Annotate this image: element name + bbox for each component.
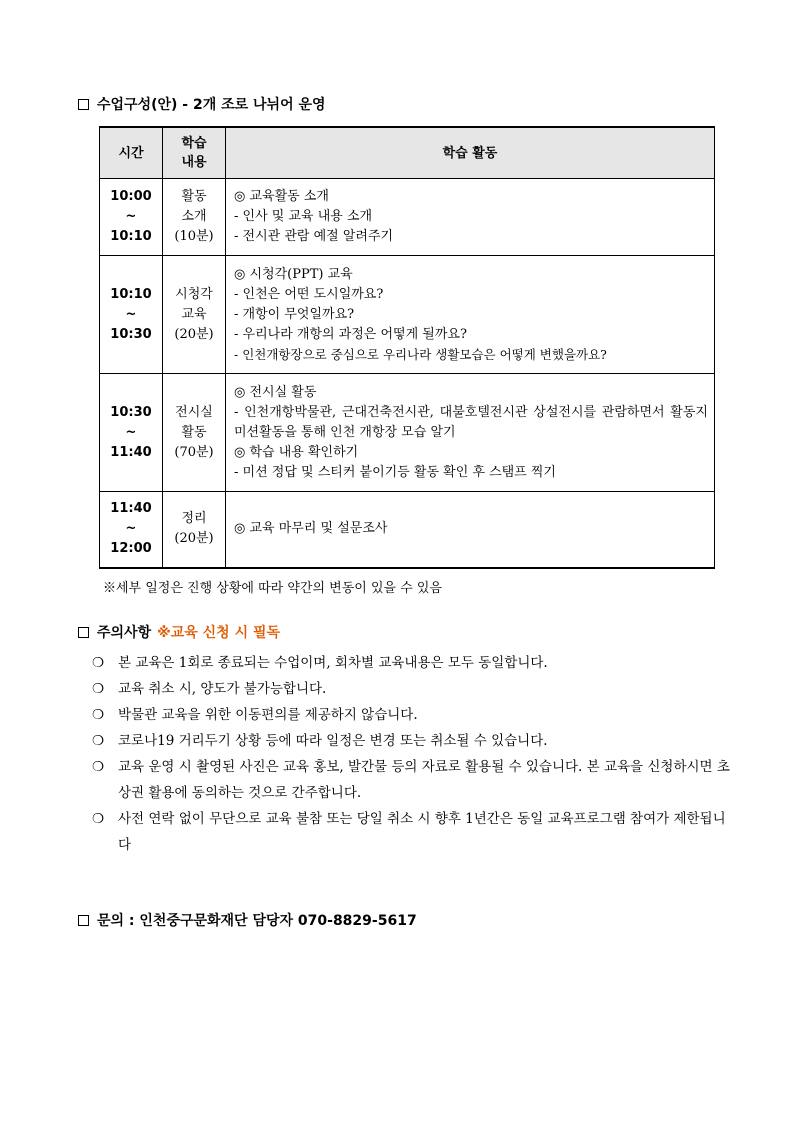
header-content: 학습 내용 [163,127,226,179]
section-heading-contact [78,910,417,930]
circle-bullet-icon: ❍ [92,759,105,775]
activity-cell [226,492,715,568]
checkbox-square-icon [78,99,89,110]
list-item-text: 사전 연락 없이 무단으로 교육 불참 또는 당일 취소 시 향후 1년간은 동일 교육프로그램 참여가 제한됩니다 [118,811,726,853]
notice-list [92,650,732,858]
time-tilde: ~ [125,424,137,440]
table-header-row [100,127,715,179]
content-line: 활동 [181,189,207,204]
checkbox-square-icon [78,627,89,638]
content-line: 전시실 [175,404,213,420]
circle-bullet-icon: ❍ [92,733,105,749]
list-item [92,676,732,702]
schedule-table [99,126,715,569]
content-line: 교육 [181,306,207,322]
list-item-text: 교육 운영 시 촬영된 사진은 교육 홍보, 발간물 등의 자료로 활용될 수 있습니다. 본 교육을 신청하시면 초상권 활용에 동의하는 것으로 간주합니다. [118,759,730,801]
time-end: 10:10 [110,229,152,244]
time-end: 11:40 [110,444,152,460]
time-cell [100,374,163,492]
list-item [92,728,732,754]
section-title: 주의사항 [97,625,152,641]
list-item-text: 코로나19 거리두기 상황 등에 따라 일정은 변경 또는 취소될 수 있습니다. [118,733,548,749]
table-row [100,256,715,374]
section-heading-schedule [78,94,326,114]
checkbox-square-icon [78,915,89,926]
section-heading-notice [78,622,280,642]
content-cell [163,374,226,492]
content-cell [163,256,226,374]
time-end: 12:00 [110,541,152,557]
content-line: (20분) [174,531,214,547]
time-end: 10:30 [110,326,152,342]
activity-line: ◎ 시청각(PPT) 교육 [234,266,353,282]
circle-bullet-icon: ❍ [92,811,105,827]
activity-line: ◎ 전시실 활동 [234,384,317,400]
activity-cell [226,256,715,374]
time-start: 10:00 [110,189,152,204]
table-row [100,492,715,568]
content-line: (70분) [174,444,214,460]
schedule-note: ※세부 일정은 진행 상황에 따라 약간의 변동이 있을 수 있음 [103,581,443,596]
activity-line: - 인천개항장으로 중심으로 우리나라 생활모습은 어떻게 변했을까요? [234,346,607,362]
activity-line: - 전시관 관람 예절 알려주기 [234,229,394,244]
content-line: 정리 [181,511,207,527]
table-row [100,179,715,256]
contact-info: 문의 : 인천중구문화재단 담당자 070-8829-5617 [97,913,417,929]
list-item-text: 박물관 교육을 위한 이동편의를 제공하지 않습니다. [118,707,418,723]
time-tilde: ~ [125,209,137,224]
content-line: 소개 [181,209,207,224]
time-start: 10:10 [110,286,152,302]
content-line: 활동 [181,424,207,440]
list-item [92,702,732,728]
activity-cell [226,374,715,492]
table-row [100,374,715,492]
content-line: (10분) [174,229,214,244]
activity-line: - 인천은 어떤 도시일까요? [234,286,384,302]
list-item [92,806,732,858]
section-title: 수업구성(안) - 2개 조로 나뉘어 운영 [97,97,326,113]
header-time: 시간 [100,127,163,179]
time-cell [100,256,163,374]
circle-bullet-icon: ❍ [92,707,105,723]
time-start: 10:30 [110,404,152,420]
warning-text: ※교육 신청 시 필독 [157,625,281,641]
time-tilde: ~ [125,521,137,537]
activity-cell [226,179,715,256]
activity-line: - 개항이 무엇일까요? [234,306,355,322]
header-activity: 학습 활동 [226,127,715,179]
activity-line: - 우리나라 개항의 과정은 어떻게 될까요? [234,326,467,342]
list-item [92,754,732,806]
activity-line: ◎ 학습 내용 확인하기 [234,444,359,460]
content-line: 시청각 [175,286,213,302]
time-cell [100,179,163,256]
time-cell [100,492,163,568]
activity-line: ◎ 교육활동 소개 [234,189,329,204]
list-item [92,650,732,676]
activity-line: - 인사 및 교육 내용 소개 [234,209,373,224]
circle-bullet-icon: ❍ [92,655,105,671]
time-tilde: ~ [125,306,137,322]
activity-line: ◎ 교육 마무리 및 설문조사 [234,521,388,537]
time-start: 11:40 [110,501,152,517]
content-cell [163,492,226,568]
list-item-text: 교육 취소 시, 양도가 불가능합니다. [118,681,327,697]
content-line: (20분) [174,326,214,342]
activity-line: - 미션 정답 및 스티커 붙이기등 활동 확인 후 스탬프 찍기 [234,464,556,480]
content-cell [163,179,226,256]
list-item-text: 본 교육은 1회로 종료되는 수업이며, 회차별 교육내용은 모두 동일합니다. [118,655,548,671]
circle-bullet-icon: ❍ [92,681,105,697]
activity-line: - 인천개항박물관, 근대건축전시관, 대불호텔전시관 상설전시를 관람하면서 활동지 미션활동을 통해 인천 개항장 모습 알기 [234,404,708,440]
